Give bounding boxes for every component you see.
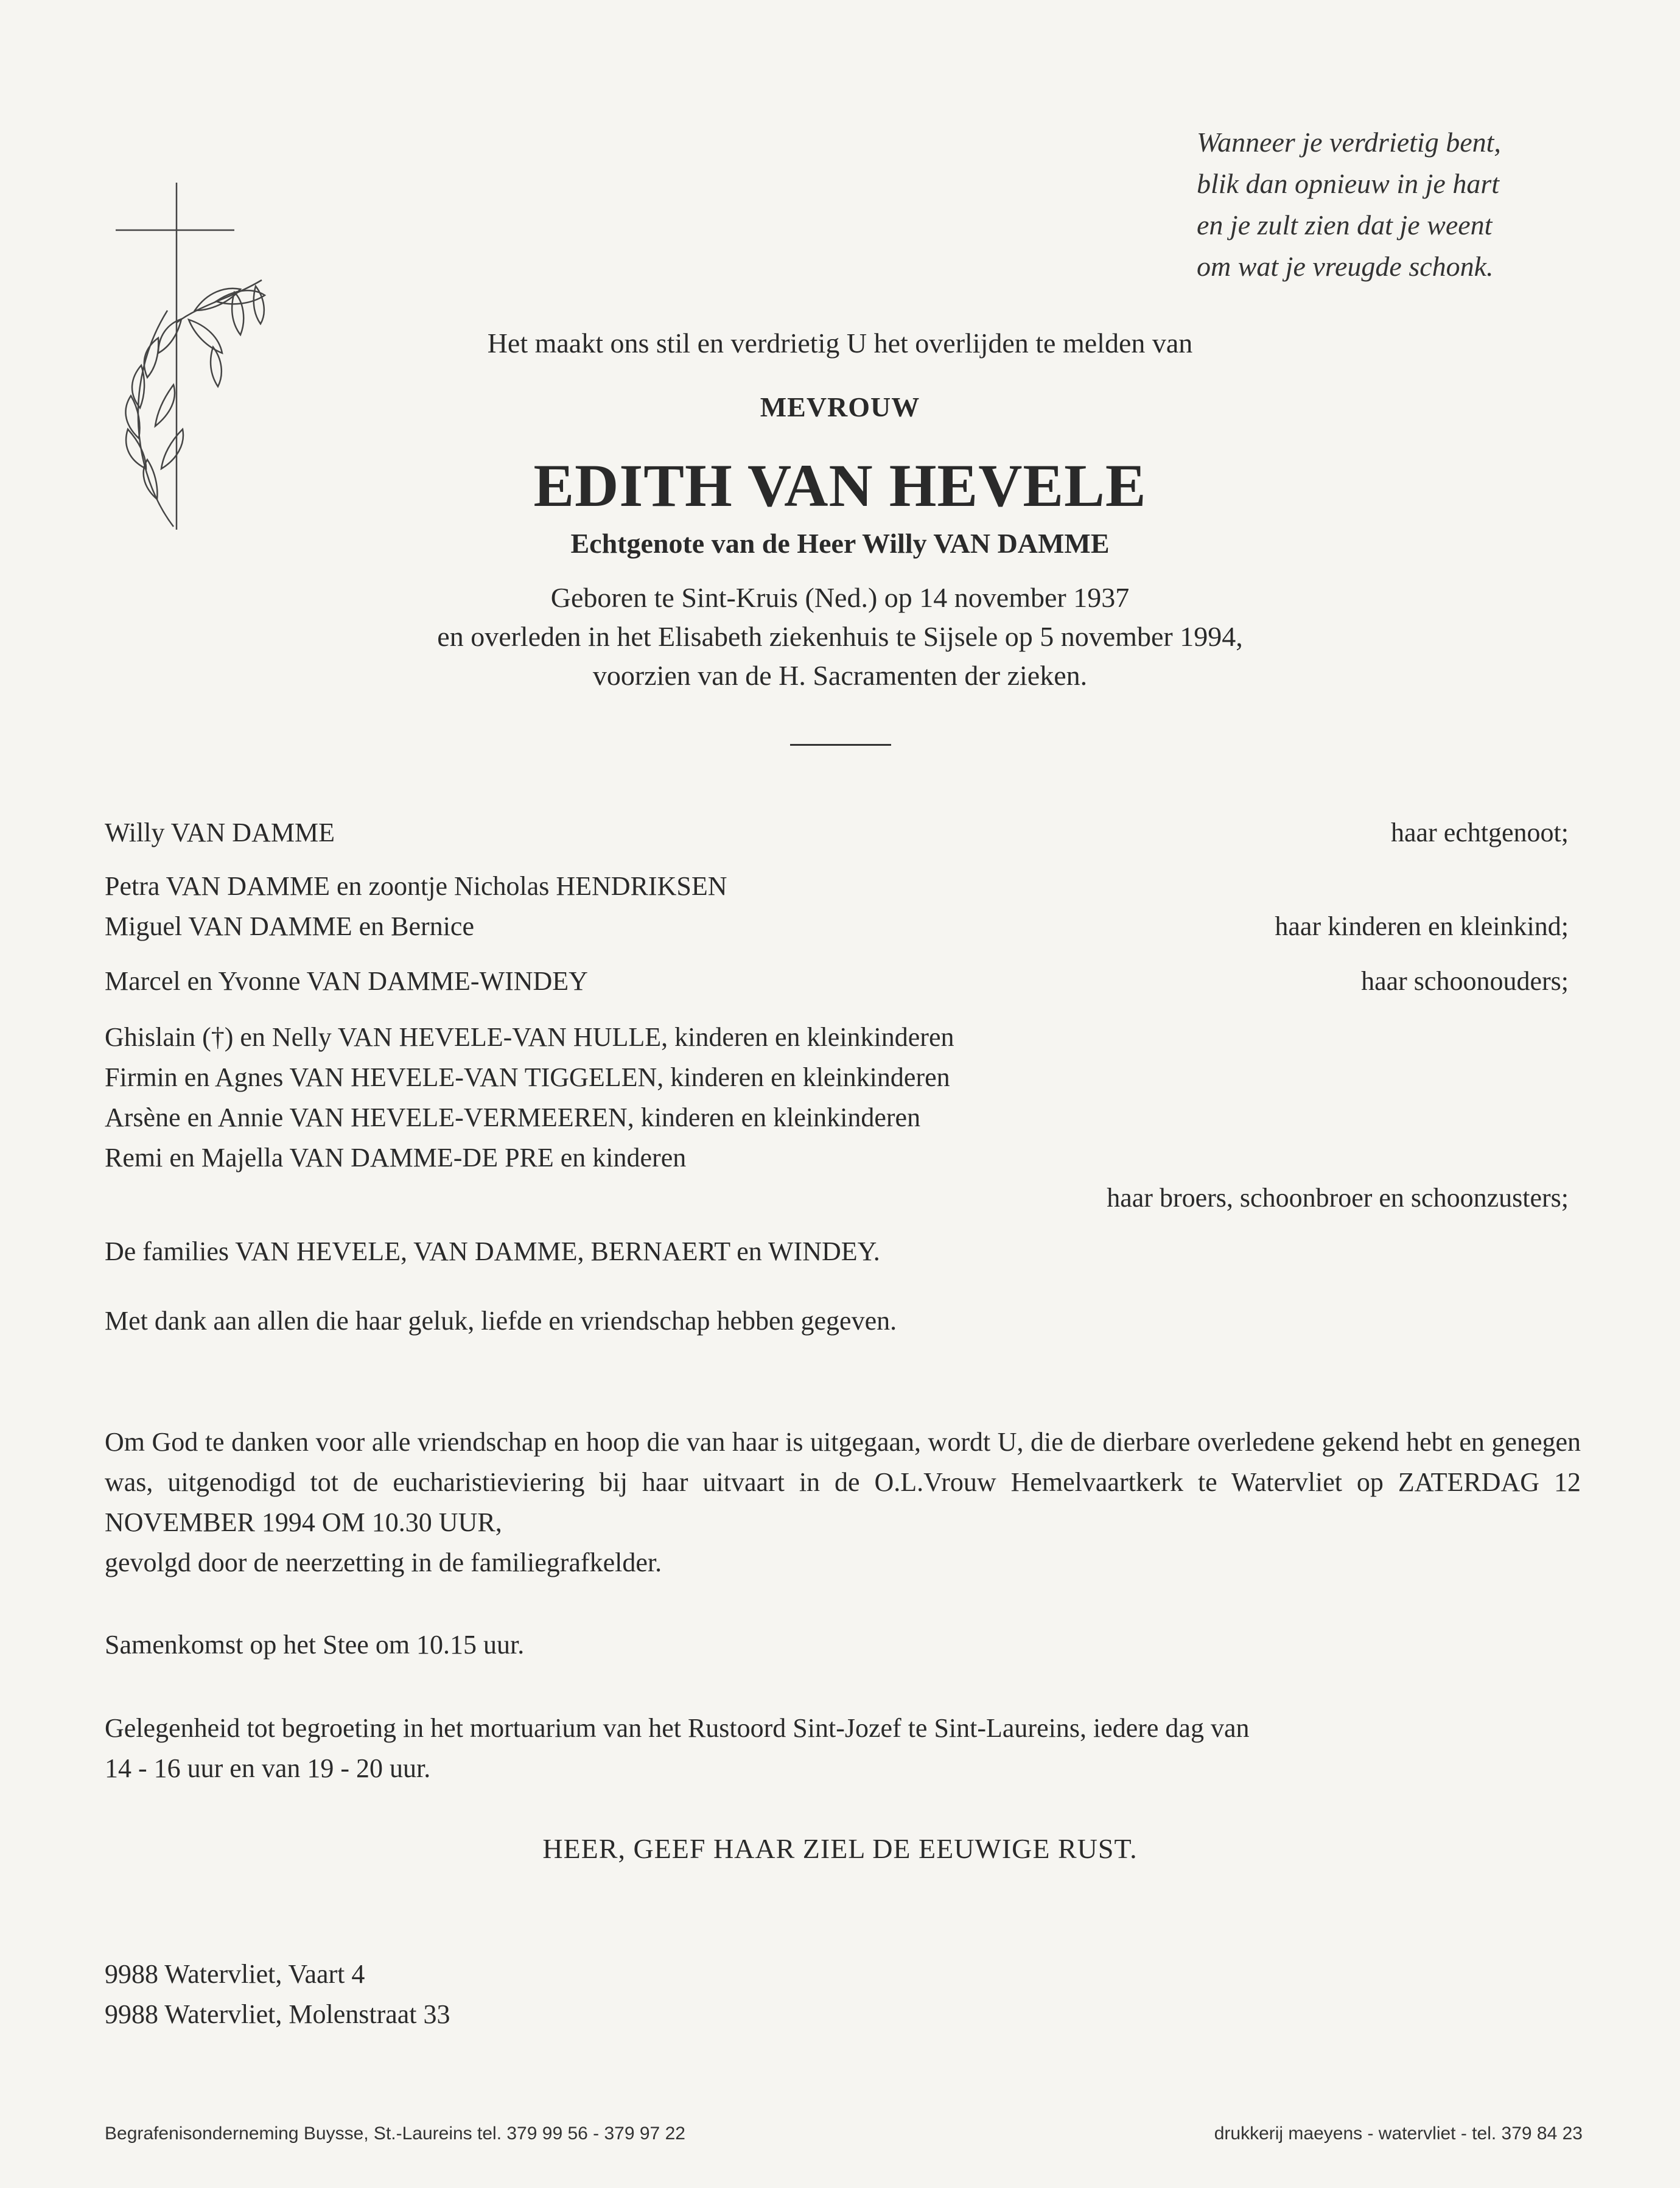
ceremony-text: Om God te danken voor alle vriendschap en hoop die van haar is uitgegaan, wordt U, die de dierbare overledene gekend hebt en genegen was, uitgenodigd tot de eucharistieviering bij haar uitvaart in de O.L.Vrouw Hemelvaartkerk te Watervliet op ZATERDAG 12 NOVEMBER 1994 OM 10.30 UUR, [105,1427,1581,1537]
family-relation: haar broers, schoonbroer en schoonzusters; [1107,1183,1569,1213]
poem-line: Wanneer je verdrietig bent, [1197,127,1501,158]
family-name: Willy VAN DAMME [105,818,335,847]
ceremony-paragraph [105,1422,1581,1583]
address-line: 9988 Watervliet, Molenstraat 33 [105,1999,450,2029]
announcement-title: MEVROUW [760,391,920,423]
family-sibling: Remi en Majella VAN DAMME-DE PRE en kinderen [105,1143,687,1173]
visiting-text-last: 14 - 16 uur en van 19 - 20 uur. [105,1753,431,1783]
closing-prayer: HEER, GEEF HAAR ZIEL DE EEUWIGE RUST. [542,1833,1138,1864]
spouse-line: Echtgenote van de Heer Willy VAN DAMME [570,528,1110,559]
biography [0,578,1680,695]
thanks-line: Met dank aan allen die haar geluk, liefde en vriendschap hebben gegeven. [105,1306,897,1336]
family-sibling: Firmin en Agnes VAN HEVELE-VAN TIGGELEN, kinderen en kleinkinderen [105,1062,950,1092]
deceased-name: EDITH VAN HEVELE [533,452,1147,519]
footer-undertaker: Begrafenisonderneming Buysse, St.-Laureins tel. 379 99 56 - 379 97 22 [105,2123,685,2144]
death-line: en overleden in het Elisabeth ziekenhuis te Sijsele op 5 november 1994, [437,621,1243,652]
family-child: Miguel VAN DAMME en Bernice [105,911,474,941]
poem-line: en je zult zien dat je weent [1197,209,1493,240]
visiting-text: Gelegenheid tot begroeting in het mortuarium van het Rustoord Sint-Jozef te Sint-Laureins, iedere dag van [105,1713,1250,1743]
divider [790,744,891,746]
family-relation: haar schoonouders; [1361,966,1569,996]
family-name: Marcel en Yvonne VAN DAMME-WINDEY [105,966,588,996]
ceremony-text-last: gevolgd door de neerzetting in de familiegrafkelder. [105,1548,662,1577]
addresses [105,1954,450,2035]
family-sibling: Ghislain (†) en Nelly VAN HEVELE-VAN HULLE, kinderen en kleinkinderen [105,1022,954,1052]
visiting-paragraph [105,1708,1581,1789]
family-relation: haar kinderen en kleinkind; [1275,911,1569,941]
birth-line: Geboren te Sint-Kruis (Ned.) op 14 november 1937 [550,582,1130,613]
family-child: Petra VAN DAMME en zoontje Nicholas HENDRIKSEN [105,871,727,901]
sacraments-line: voorzien van de H. Sacramenten der zieken. [592,660,1088,691]
poem [1197,122,1501,287]
poem-line: om wat je vreugde schonk. [1197,251,1494,282]
poem-line: blik dan opnieuw in je hart [1197,168,1500,199]
family-sibling: Arsène en Annie VAN HEVELE-VERMEEREN, kinderen en kleinkinderen [105,1103,921,1132]
gathering-line: Samenkomst op het Stee om 10.15 uur. [105,1630,525,1660]
families-line: De families VAN HEVELE, VAN DAMME, BERNAERT en WINDEY. [105,1236,880,1266]
address-line: 9988 Watervliet, Vaart 4 [105,1959,365,1989]
family-relation: haar echtgenoot; [1391,818,1569,847]
announcement-intro: Het maakt ons stil en verdrietig U het overlijden te melden van [487,328,1193,359]
footer-printer: drukkerij maeyens - watervliet - tel. 379 84 23 [1214,2123,1583,2144]
